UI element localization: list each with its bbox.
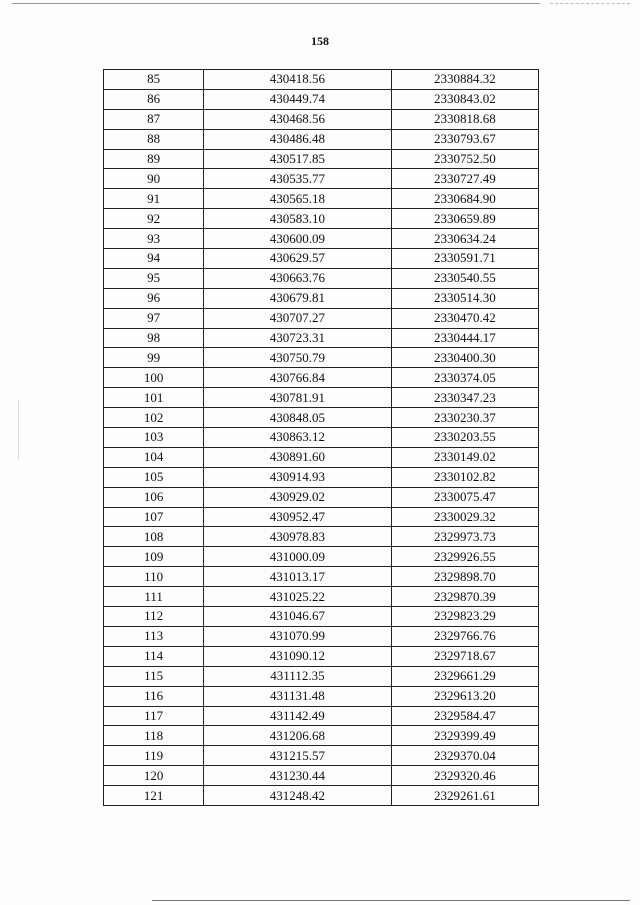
x-coordinate-cell: 430418.56 <box>204 70 391 90</box>
table-row <box>104 646 539 666</box>
x-coordinate-cell: 430750.79 <box>204 348 391 368</box>
point-number-cell: 105 <box>104 467 204 487</box>
table-row <box>104 726 539 746</box>
point-number-cell: 117 <box>104 706 204 726</box>
y-coordinate-cell: 2330818.68 <box>391 109 538 129</box>
x-coordinate-cell: 430629.57 <box>204 249 391 269</box>
point-number-cell: 109 <box>104 547 204 567</box>
y-coordinate-cell: 2330793.67 <box>391 129 538 149</box>
x-coordinate-cell: 430723.31 <box>204 328 391 348</box>
x-coordinate-cell: 431112.35 <box>204 666 391 686</box>
point-number-cell: 94 <box>104 249 204 269</box>
y-coordinate-cell: 2330727.49 <box>391 169 538 189</box>
x-coordinate-cell: 430565.18 <box>204 189 391 209</box>
point-number-cell: 114 <box>104 646 204 666</box>
point-number-cell: 91 <box>104 189 204 209</box>
table-row <box>104 348 539 368</box>
y-coordinate-cell: 2329718.67 <box>391 646 538 666</box>
bottom-rule <box>152 900 630 901</box>
point-number-cell: 110 <box>104 567 204 587</box>
y-coordinate-cell: 2329613.20 <box>391 686 538 706</box>
table-row <box>104 149 539 169</box>
table-row <box>104 70 539 90</box>
top-rule <box>12 3 540 4</box>
point-number-cell: 100 <box>104 368 204 388</box>
point-number-cell: 87 <box>104 109 204 129</box>
y-coordinate-cell: 2330540.55 <box>391 268 538 288</box>
table-row <box>104 328 539 348</box>
point-number-cell: 98 <box>104 328 204 348</box>
x-coordinate-cell: 431230.44 <box>204 766 391 786</box>
point-number-cell: 97 <box>104 308 204 328</box>
y-coordinate-cell: 2330514.30 <box>391 288 538 308</box>
x-coordinate-cell: 430486.48 <box>204 129 391 149</box>
table-row <box>104 169 539 189</box>
x-coordinate-cell: 431046.67 <box>204 607 391 627</box>
y-coordinate-cell: 2330230.37 <box>391 408 538 428</box>
point-number-cell: 107 <box>104 507 204 527</box>
x-coordinate-cell: 431090.12 <box>204 646 391 666</box>
point-number-cell: 99 <box>104 348 204 368</box>
table-row <box>104 368 539 388</box>
table-row <box>104 507 539 527</box>
table-row <box>104 766 539 786</box>
point-number-cell: 90 <box>104 169 204 189</box>
table-row <box>104 89 539 109</box>
table-row <box>104 706 539 726</box>
table-row <box>104 268 539 288</box>
table-row <box>104 428 539 448</box>
y-coordinate-cell: 2330347.23 <box>391 388 538 408</box>
point-number-cell: 111 <box>104 587 204 607</box>
table-row <box>104 229 539 249</box>
table-row <box>104 288 539 308</box>
table-row <box>104 786 539 806</box>
x-coordinate-cell: 430978.83 <box>204 527 391 547</box>
x-coordinate-cell: 431013.17 <box>204 567 391 587</box>
x-coordinate-cell: 430583.10 <box>204 209 391 229</box>
x-coordinate-cell: 431070.99 <box>204 626 391 646</box>
y-coordinate-cell: 2330203.55 <box>391 428 538 448</box>
y-coordinate-cell: 2329926.55 <box>391 547 538 567</box>
x-coordinate-cell: 430535.77 <box>204 169 391 189</box>
x-coordinate-cell: 430952.47 <box>204 507 391 527</box>
point-number-cell: 88 <box>104 129 204 149</box>
point-number-cell: 101 <box>104 388 204 408</box>
y-coordinate-cell: 2329973.73 <box>391 527 538 547</box>
x-coordinate-cell: 430449.74 <box>204 89 391 109</box>
x-coordinate-cell: 431248.42 <box>204 786 391 806</box>
table-row <box>104 587 539 607</box>
y-coordinate-cell: 2330470.42 <box>391 308 538 328</box>
table-row <box>104 209 539 229</box>
table-row <box>104 487 539 507</box>
table-row <box>104 109 539 129</box>
y-coordinate-cell: 2329766.76 <box>391 626 538 646</box>
y-coordinate-cell: 2330659.89 <box>391 209 538 229</box>
table-row <box>104 567 539 587</box>
y-coordinate-cell: 2330444.17 <box>391 328 538 348</box>
point-number-cell: 112 <box>104 607 204 627</box>
y-coordinate-cell: 2330400.30 <box>391 348 538 368</box>
y-coordinate-cell: 2330843.02 <box>391 89 538 109</box>
table-row <box>104 467 539 487</box>
point-number-cell: 102 <box>104 408 204 428</box>
page-number: 158 <box>311 34 329 48</box>
coordinates-table-body <box>104 70 539 806</box>
y-coordinate-cell: 2329261.61 <box>391 786 538 806</box>
point-number-cell: 93 <box>104 229 204 249</box>
y-coordinate-cell: 2330752.50 <box>391 149 538 169</box>
point-number-cell: 121 <box>104 786 204 806</box>
point-number-cell: 120 <box>104 766 204 786</box>
y-coordinate-cell: 2329320.46 <box>391 766 538 786</box>
point-number-cell: 108 <box>104 527 204 547</box>
point-number-cell: 89 <box>104 149 204 169</box>
table-row <box>104 249 539 269</box>
y-coordinate-cell: 2330149.02 <box>391 447 538 467</box>
x-coordinate-cell: 430914.93 <box>204 467 391 487</box>
y-coordinate-cell: 2329399.49 <box>391 726 538 746</box>
x-coordinate-cell: 430468.56 <box>204 109 391 129</box>
y-coordinate-cell: 2330075.47 <box>391 487 538 507</box>
table-row <box>104 607 539 627</box>
y-coordinate-cell: 2330884.32 <box>391 70 538 90</box>
scan-edge-mark <box>18 400 19 460</box>
table-row <box>104 626 539 646</box>
table-row <box>104 189 539 209</box>
y-coordinate-cell: 2329823.29 <box>391 607 538 627</box>
table-row <box>104 129 539 149</box>
table-row <box>104 686 539 706</box>
coordinates-table <box>103 69 539 806</box>
point-number-cell: 116 <box>104 686 204 706</box>
table-row <box>104 308 539 328</box>
x-coordinate-cell: 431131.48 <box>204 686 391 706</box>
point-number-cell: 86 <box>104 89 204 109</box>
table-row <box>104 408 539 428</box>
x-coordinate-cell: 430848.05 <box>204 408 391 428</box>
x-coordinate-cell: 431215.57 <box>204 746 391 766</box>
y-coordinate-cell: 2330684.90 <box>391 189 538 209</box>
table-row <box>104 388 539 408</box>
x-coordinate-cell: 430781.91 <box>204 388 391 408</box>
y-coordinate-cell: 2329370.04 <box>391 746 538 766</box>
table-row <box>104 746 539 766</box>
table-row <box>104 547 539 567</box>
x-coordinate-cell: 430766.84 <box>204 368 391 388</box>
point-number-cell: 95 <box>104 268 204 288</box>
x-coordinate-cell: 431206.68 <box>204 726 391 746</box>
point-number-cell: 103 <box>104 428 204 448</box>
point-number-cell: 92 <box>104 209 204 229</box>
x-coordinate-cell: 430663.76 <box>204 268 391 288</box>
x-coordinate-cell: 431025.22 <box>204 587 391 607</box>
x-coordinate-cell: 431142.49 <box>204 706 391 726</box>
y-coordinate-cell: 2330029.32 <box>391 507 538 527</box>
y-coordinate-cell: 2330374.05 <box>391 368 538 388</box>
point-number-cell: 113 <box>104 626 204 646</box>
x-coordinate-cell: 430891.60 <box>204 447 391 467</box>
y-coordinate-cell: 2330102.82 <box>391 467 538 487</box>
x-coordinate-cell: 430863.12 <box>204 428 391 448</box>
y-coordinate-cell: 2329584.47 <box>391 706 538 726</box>
x-coordinate-cell: 430600.09 <box>204 229 391 249</box>
point-number-cell: 104 <box>104 447 204 467</box>
x-coordinate-cell: 430929.02 <box>204 487 391 507</box>
point-number-cell: 115 <box>104 666 204 686</box>
x-coordinate-cell: 430707.27 <box>204 308 391 328</box>
y-coordinate-cell: 2329870.39 <box>391 587 538 607</box>
x-coordinate-cell: 430679.81 <box>204 288 391 308</box>
point-number-cell: 106 <box>104 487 204 507</box>
y-coordinate-cell: 2329661.29 <box>391 666 538 686</box>
table-row <box>104 666 539 686</box>
y-coordinate-cell: 2330591.71 <box>391 249 538 269</box>
y-coordinate-cell: 2330634.24 <box>391 229 538 249</box>
x-coordinate-cell: 430517.85 <box>204 149 391 169</box>
point-number-cell: 85 <box>104 70 204 90</box>
x-coordinate-cell: 431000.09 <box>204 547 391 567</box>
top-rule-dashed <box>550 3 630 4</box>
point-number-cell: 96 <box>104 288 204 308</box>
point-number-cell: 118 <box>104 726 204 746</box>
table-row <box>104 447 539 467</box>
point-number-cell: 119 <box>104 746 204 766</box>
table-row <box>104 527 539 547</box>
y-coordinate-cell: 2329898.70 <box>391 567 538 587</box>
